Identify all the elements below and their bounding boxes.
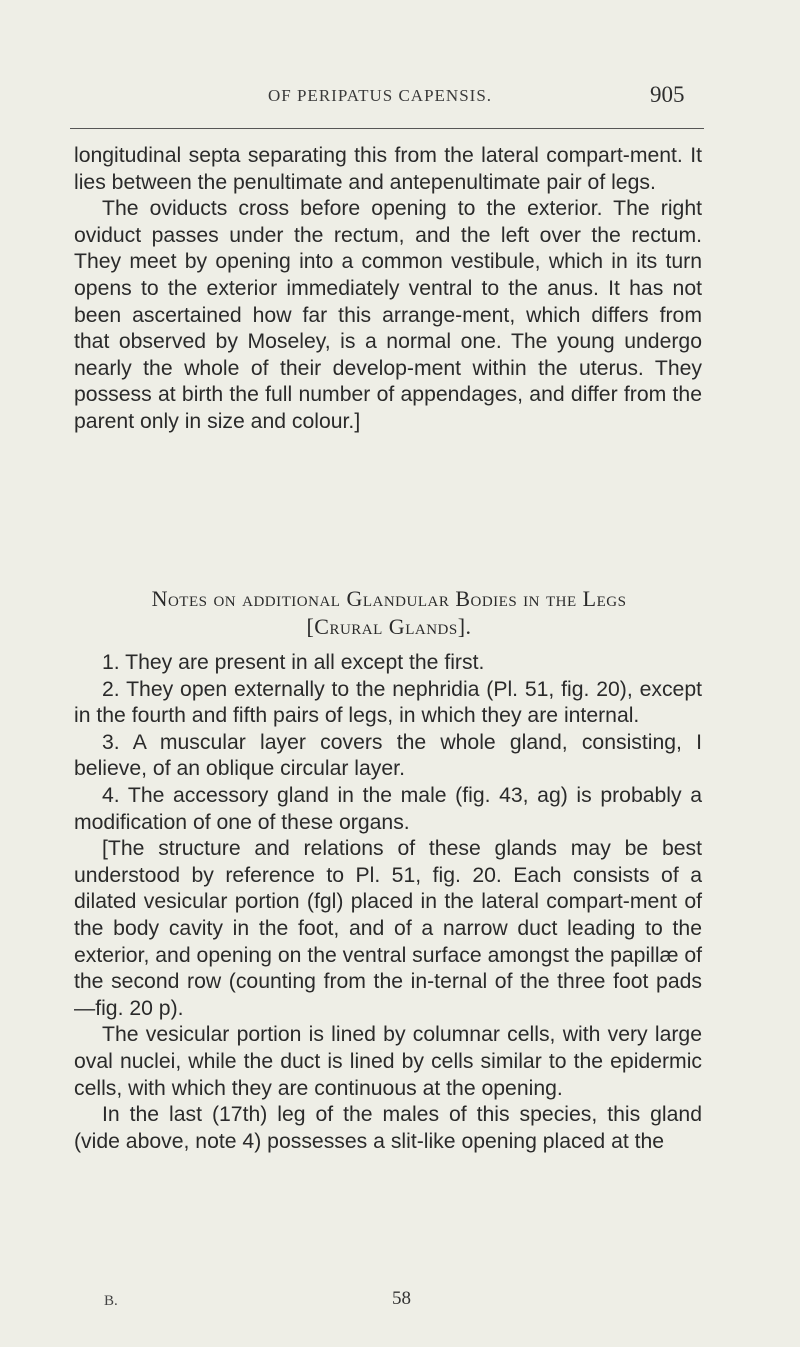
running-title: OF PERIPATUS CAPENSIS. — [268, 86, 493, 105]
paragraph: [The structure and relations of these glands may be best understood by reference to Pl. 51, fig. 20. Each consists of a dilated vesicular portion (fgl) placed in the lateral compart-ment of the body cavity in the foot, and of a narrow duct leading to the exterior, and opening on the ventral surface amongst the papillæ of the second row (counting from the in-ternal of the three foot pads—fig. 20 p). — [74, 837, 702, 1020]
note-item: 4. The accessory gland in the male (fig. 43, ag) is probably a modification of one of these organs. — [74, 783, 702, 834]
header-rule — [70, 128, 704, 129]
page-number: 905 — [650, 82, 685, 107]
section-heading-line: [Crural Glands]. — [306, 614, 472, 639]
note-item: 1. They are present in all except the first. — [102, 651, 485, 674]
signature-mark: B. — [104, 1293, 118, 1309]
body-text-top — [74, 143, 702, 436]
section-heading-line: Notes on additional Glandular Bodies in the Legs — [151, 586, 627, 611]
paragraph: The oviducts cross before opening to the exterior. The right oviduct passes under the rectum, and the left over the rectum. They meet by opening into a common vestibule, which in its turn opens to the exterior immediately ventral to the anus. It has not been ascertained how far this arrange-ment, which differs from that observed by Moseley, is a normal one. The young undergo nearly the whole of their develop-ment within the uterus. They possess at birth the full number of appendages, and differ from the parent only in size and colour.] — [74, 197, 702, 433]
sheet-number: 58 — [392, 1288, 411, 1309]
paragraph: longitudinal septa separating this from the lateral compart-ment. It lies between the penultimate and antepenultimate pair of legs. — [74, 144, 702, 194]
paragraph: The vesicular portion is lined by columnar cells, with very large oval nuclei, while the duct is lined by cells similar to the epidermic cells, with which they are continuous at the opening. — [74, 1023, 702, 1100]
section-heading — [74, 585, 704, 641]
body-text-notes — [74, 650, 702, 1155]
paragraph: In the last (17th) leg of the males of this species, this gland (vide above, note 4) possesses a slit-like opening placed at the — [74, 1103, 702, 1153]
note-item: 3. A muscular layer covers the whole gland, consisting, I believe, of an oblique circular layer. — [74, 730, 702, 781]
note-item: 2. They open externally to the nephridia (Pl. 51, fig. 20), except in the fourth and fifth pairs of legs, in which they are internal. — [74, 677, 702, 728]
